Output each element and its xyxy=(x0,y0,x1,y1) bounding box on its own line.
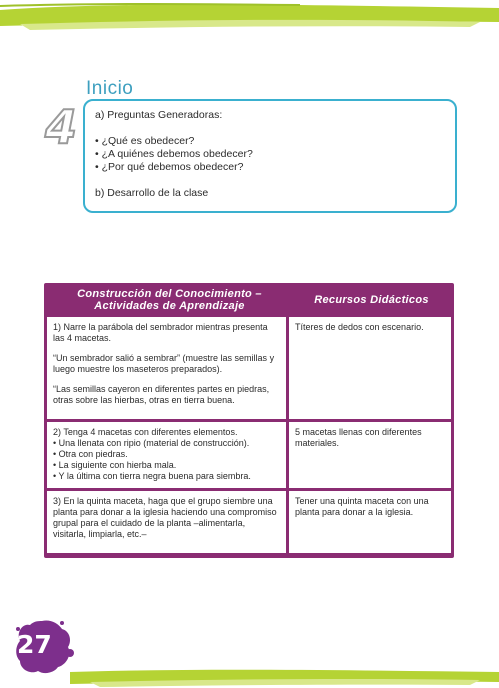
resource-cell xyxy=(289,491,451,553)
question-item: • ¿Qué es obedecer? xyxy=(95,135,195,147)
header-line: Actividades de Aprendizaje xyxy=(94,300,245,312)
header-knowledge-construction xyxy=(47,288,292,312)
table-row xyxy=(47,419,451,488)
activity-line: • Otra con piedras. xyxy=(53,449,128,459)
section-number: 4 xyxy=(45,100,78,154)
class-development-label: b) Desarrollo de la clase xyxy=(95,187,209,199)
resource-text: Títeres de dedos con escenario. xyxy=(295,322,424,332)
activity-paragraph: “Un sembrador salió a sembrar” (muestre las semillas y luego muestre los maseteros preparados). xyxy=(53,353,275,374)
activity-line: • Una llenata con ripio (material de construcción). xyxy=(53,438,250,448)
activity-paragraph: 1) Narre la parábola del sembrador mientras presenta las 4 macetas. xyxy=(53,322,268,343)
top-decorative-stripe xyxy=(0,0,499,34)
header-didactic-resources: Recursos Didácticos xyxy=(314,294,429,306)
resource-cell xyxy=(289,422,451,488)
activity-line: 2) Tenga 4 macetas con diferentes elementos. xyxy=(53,427,238,437)
table-header xyxy=(47,283,451,317)
activities-table xyxy=(44,283,454,558)
activity-line: • Y la última con tierra negra buena para siembra. xyxy=(53,471,251,481)
generating-questions-box xyxy=(83,99,457,213)
activity-text: 3) En la quinta maceta, haga que el grupo siembre una planta para donar a la iglesia haciendo una compromiso grupal para el cuidado de la planta –alimentarla, visitarla, limpiarla, etc.– xyxy=(53,496,277,539)
questions-heading: a) Preguntas Generadoras: xyxy=(95,109,223,121)
section-title: Inicio xyxy=(86,78,134,99)
bottom-decorative-stripe xyxy=(0,666,499,688)
header-line: Construcción del Conocimiento – xyxy=(77,288,262,300)
activity-line: • La siguiente con hierba mala. xyxy=(53,460,177,470)
question-item: • ¿Por qué debemos obedecer? xyxy=(95,161,244,173)
table-row xyxy=(47,317,451,419)
table-row xyxy=(47,488,451,553)
page-number: 27 xyxy=(17,630,52,659)
resource-text: Tener una quinta maceta con una planta para donar a la iglesia. xyxy=(295,496,429,517)
activity-cell xyxy=(47,491,289,553)
activity-cell xyxy=(47,317,289,419)
resource-cell xyxy=(289,317,451,419)
resource-text: 5 macetas llenas con diferentes materiales. xyxy=(295,427,422,448)
question-item: • ¿A quiénes debemos obedecer? xyxy=(95,148,253,160)
activity-cell xyxy=(47,422,289,488)
activity-paragraph: “Las semillas cayeron en diferentes partes en piedras, otras sobre las hierbas, otras en tierra buena. xyxy=(53,384,270,405)
